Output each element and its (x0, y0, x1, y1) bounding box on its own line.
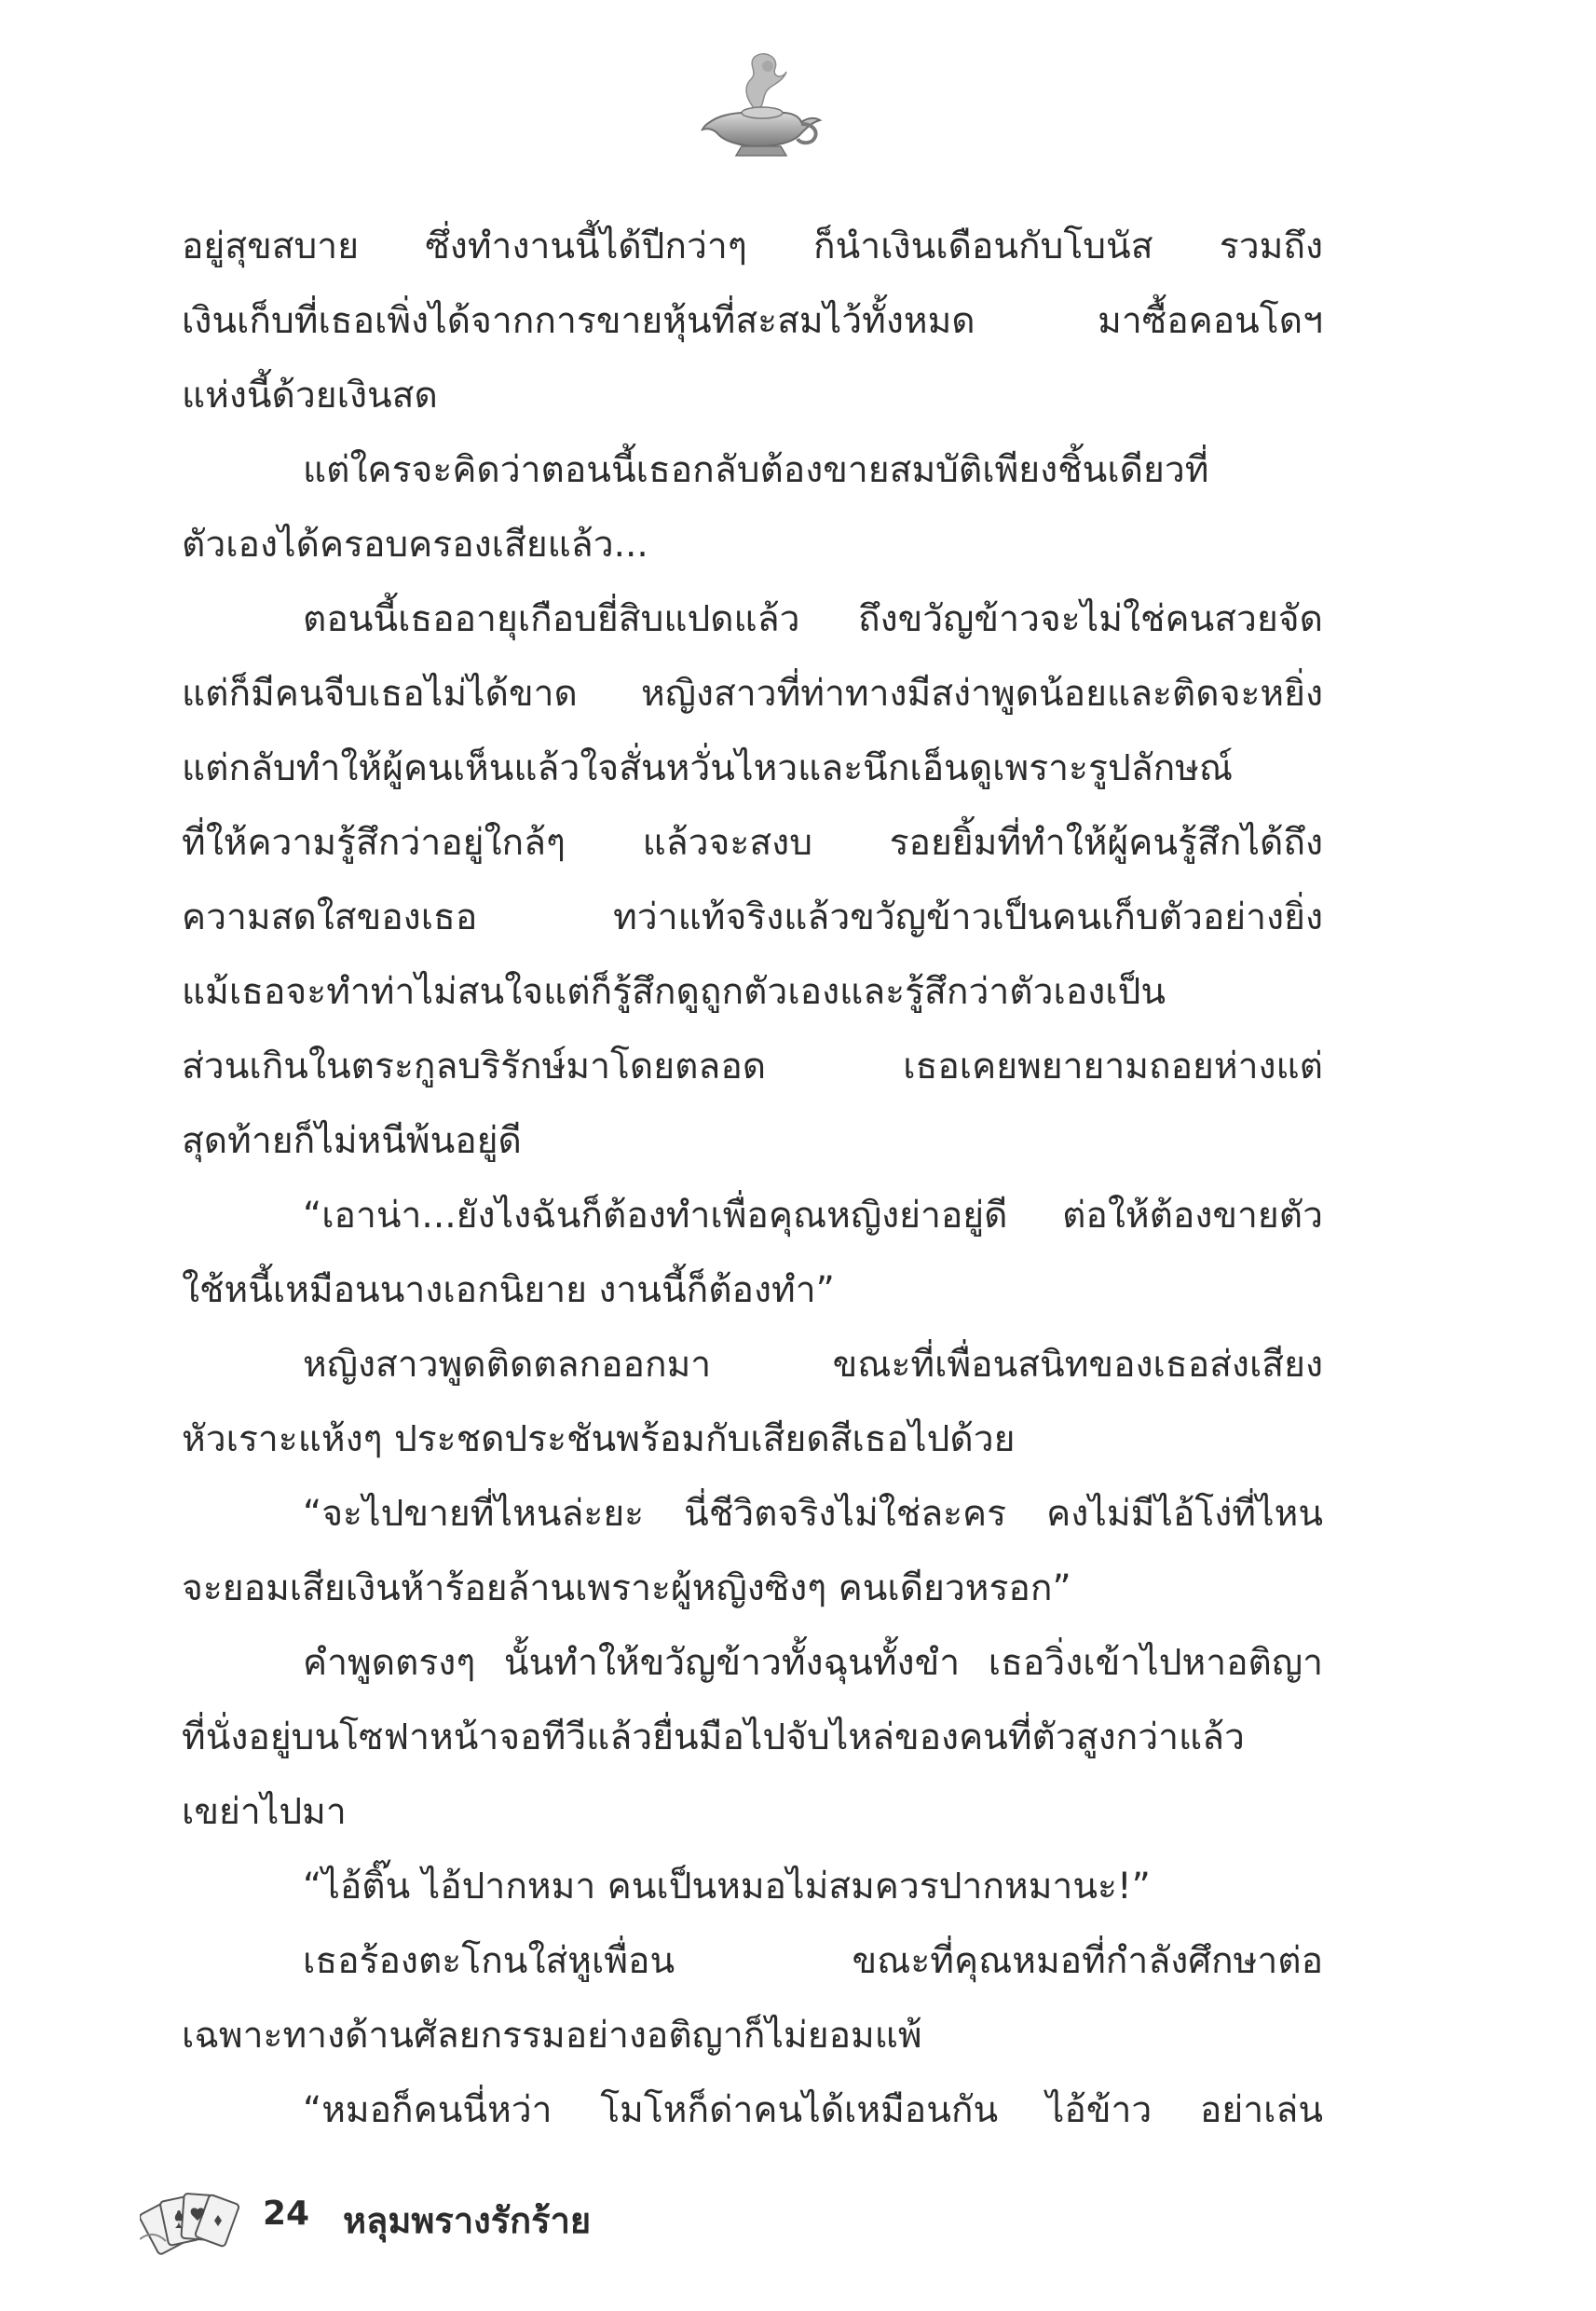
text-line: อยู่สุขสบาย ซึ่งทำงานนี้ได้ปีกว่าๆ ก็นำเงินเดือนกับโบนัส รวมถึง (182, 226, 1323, 267)
text-line: หัวเราะแห้งๆ ประชดประชันพร้อมกับเสียดสีเธอไปด้วย (182, 1418, 1016, 1460)
text-line: เขย่าไปมา (182, 1791, 347, 1833)
page-number: 24 (263, 2195, 310, 2233)
text-line: “เอาน่า...ยังไงฉันก็ต้องทำเพื่อคุณหญิงย่าอยู่ดี ต่อให้ต้องขายตัว (303, 1195, 1323, 1237)
text-line: ใช้หนี้เหมือนนางเอกนิยาย งานนี้ก็ต้องทำ” (182, 1269, 835, 1311)
text-line: ความสดใสของเธอ ทว่าแท้จริงแล้วขวัญข้าวเป็นคนเก็บตัวอย่างยิ่ง (182, 896, 1323, 938)
text-line: ตอนนี้เธออายุเกือบยี่สิบแปดแล้ว ถึงขวัญข้าวจะไม่ใช่คนสวยจัด (303, 598, 1323, 640)
playing-cards-icon (140, 2185, 242, 2260)
text-line: แต่ก็มีคนจีบเธอไม่ได้ขาด หญิงสาวที่ท่าทางมีสง่าพูดน้อยและติดจะหยิ่ง (182, 673, 1323, 715)
text-line: เฉพาะทางด้านศัลยกรรมอย่างอติญาก็ไม่ยอมแพ้ (182, 2015, 922, 2057)
text-line: หญิงสาวพูดติดตลกออกมา ขณะที่เพื่อนสนิทของเธอส่งเสียง (303, 1344, 1323, 1386)
genie-lamp-icon (689, 51, 829, 163)
text-line: คำพูดตรงๆ นั้นทำให้ขวัญข้าวทั้งฉุนทั้งขำ เธอวิ่งเข้าไปหาอติญา (303, 1642, 1323, 1684)
text-line: แห่งนี้ด้วยเงินสด (182, 375, 438, 417)
text-line: “ไอ้ติ๊น ไอ้ปากหมา คนเป็นหมอไม่สมควรปากหมานะ!” (303, 1866, 1151, 1908)
text-line: ส่วนเกินในตระกูลบริรักษ์มาโดยตลอด เธอเคยพยายามถอยห่างแต่ (182, 1046, 1323, 1087)
text-line: จะยอมเสียเงินห้าร้อยล้านเพราะผู้หญิงซิงๆ คนเดียวหรอก” (182, 1567, 1071, 1609)
body-text (182, 210, 1323, 2148)
text-line: แต่กลับทำให้ผู้คนเห็นแล้วใจสั่นหวั่นไหวและนึกเอ็นดูเพราะรูปลักษณ์ (182, 747, 1234, 789)
text-line: สุดท้ายก็ไม่หนีพ้นอยู่ดี (182, 1120, 522, 1162)
text-line: เงินเก็บที่เธอเพิ่งได้จากการขายหุ้นที่สะสมไว้ทั้งหมด มาซื้อคอนโดฯ (182, 300, 1323, 342)
text-line: ตัวเองได้ครอบครองเสียแล้ว... (182, 524, 648, 566)
text-line: ที่นั่งอยู่บนโซฟาหน้าจอทีวีแล้วยื่นมือไปจับไหล่ของคนที่ตัวสูงกว่าแล้ว (182, 1716, 1245, 1758)
text-line: ที่ให้ความรู้สึกว่าอยู่ใกล้ๆ แล้วจะสงบ รอยยิ้มที่ทำให้ผู้คนรู้สึกได้ถึง (182, 822, 1323, 864)
book-title: หลุมพรางรักร้าย (343, 2200, 592, 2241)
text-line: แต่ใครจะคิดว่าตอนนี้เธอกลับต้องขายสมบัติเพียงชิ้นเดียวที่ (303, 449, 1209, 491)
text-line: แม้เธอจะทำท่าไม่สนใจแต่ก็รู้สึกดูถูกตัวเองและรู้สึกว่าตัวเองเป็น (182, 971, 1166, 1013)
text-line: “หมอก็คนนี่หว่า โมโหก็ด่าคนได้เหมือนกัน ไอ้ข้าว อย่าเล่น (303, 2089, 1323, 2131)
text-line: “จะไปขายที่ไหนล่ะยะ นี่ชีวิตจริงไม่ใช่ละคร คงไม่มีไอ้โง่ที่ไหน (303, 1493, 1323, 1535)
text-line: เธอร้องตะโกนใส่หูเพื่อน ขณะที่คุณหมอที่กำลังศึกษาต่อ (303, 1940, 1323, 1982)
